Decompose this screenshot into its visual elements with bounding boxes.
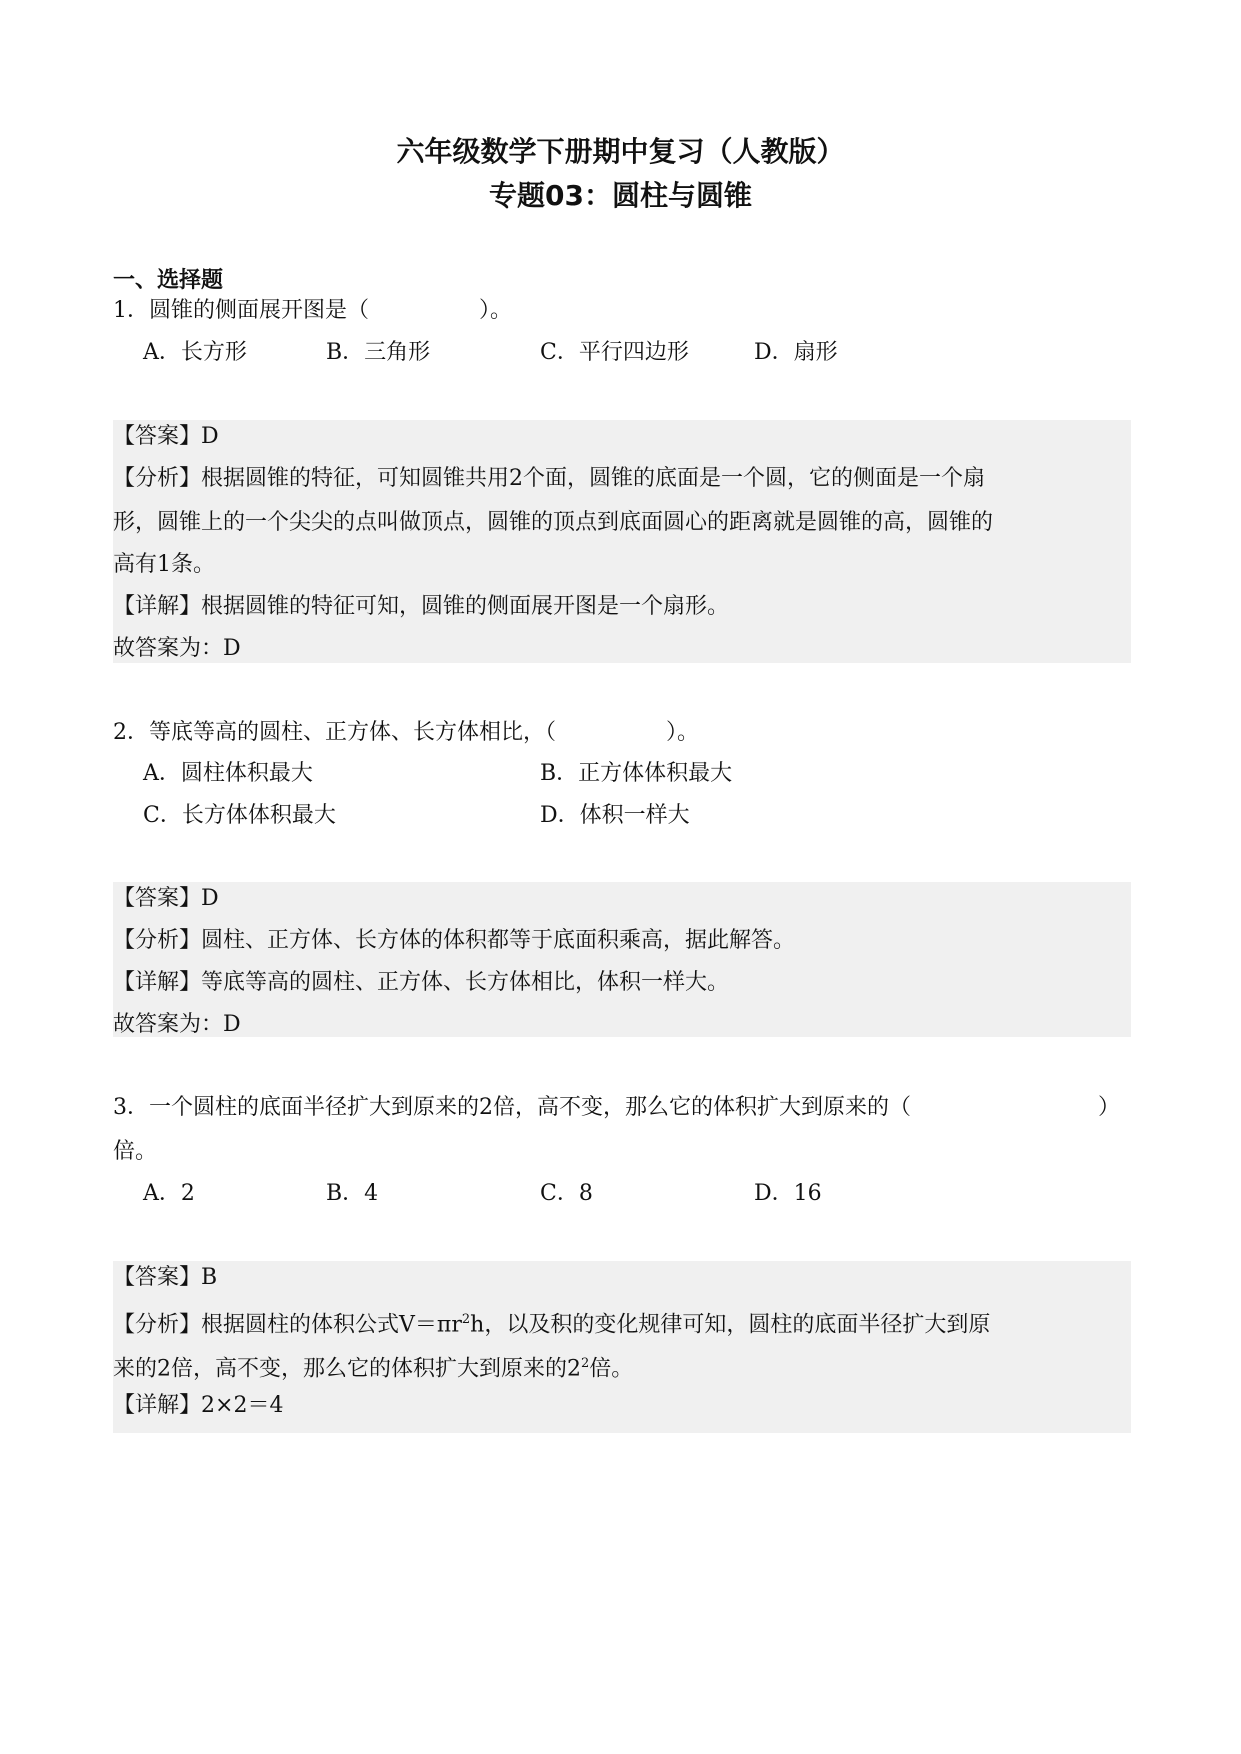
analysis-text: 来的2倍，高不变，那么它的体积扩大到原来的2 — [113, 1356, 581, 1382]
question-1-stem: 1．圆锥的侧面展开图是（ ）。 — [113, 298, 512, 323]
analysis-text: 圆柱、正方体、长方体的体积都等于底面积乘高，据此解答。 — [201, 928, 796, 953]
detail-line — [113, 592, 729, 622]
analysis-text: 根据圆柱的体积公式V＝πr — [201, 1312, 462, 1338]
answer-value: D — [201, 886, 219, 911]
question-1-option-a: A．长方形 — [143, 340, 247, 365]
analysis-label: 【分析】 — [113, 466, 202, 491]
question-2-option-b: B．正方体体积最大 — [540, 761, 733, 786]
question-2-option-c: C．长方体体积最大 — [143, 803, 336, 828]
detail-line — [113, 1391, 283, 1421]
analysis-text: 倍。 — [589, 1356, 634, 1382]
document-title: 六年级数学下册期中复习（人教版） — [396, 135, 845, 168]
analysis-text: 高有1条。 — [113, 552, 215, 577]
question-3-stem-cont: 倍。 — [113, 1139, 158, 1164]
analysis-text: 根据圆锥的特征，可知圆锥共用2个面，圆锥的底面是一个圆，它的侧面是一个扇 — [201, 466, 986, 491]
analysis-line — [113, 926, 795, 956]
question-3-stem: 3．一个圆柱的底面半径扩大到原来的2倍，高不变，那么它的体积扩大到原来的（ — [113, 1095, 911, 1120]
final-answer: 故答案为：D — [113, 1012, 241, 1037]
question-2-option-a: A．圆柱体积最大 — [143, 761, 313, 786]
question-2-stem: 2．等底等高的圆柱、正方体、长方体相比，（ ）。 — [113, 720, 699, 745]
question-1-option-d: D．扇形 — [754, 340, 838, 365]
question-3-option-a: A．2 — [143, 1181, 195, 1206]
question-2-answer-box — [113, 882, 1131, 1037]
detail-label: 【详解】 — [113, 594, 202, 619]
question-1-option-c: C．平行四边形 — [540, 340, 689, 365]
answer-line — [113, 422, 219, 452]
question-3-option-b: B．4 — [326, 1181, 379, 1206]
section-title: 一、选择题 — [113, 268, 224, 293]
analysis-text: h，以及积的变化规律可知，圆柱的底面半径扩大到原 — [470, 1312, 991, 1338]
analysis-line — [113, 1305, 990, 1340]
analysis-label: 【分析】 — [113, 1312, 202, 1338]
answer-value: D — [201, 424, 219, 449]
analysis-line — [113, 464, 985, 494]
answer-line — [113, 884, 219, 914]
answer-label: 【答案】 — [113, 1265, 202, 1290]
detail-label: 【详解】 — [113, 1393, 202, 1418]
question-1-option-b: B．三角形 — [326, 340, 431, 365]
exponent: 2 — [581, 1356, 590, 1371]
analysis-text: 形，圆锥上的一个尖尖的点叫做顶点，圆锥的顶点到底面圆心的距离就是圆锥的高，圆锥的 — [113, 510, 994, 535]
question-1-answer-box — [113, 420, 1131, 663]
detail-line — [113, 968, 729, 998]
exponent: 2 — [461, 1312, 471, 1327]
detail-text: 根据圆锥的特征可知，圆锥的侧面展开图是一个扇形。 — [201, 594, 730, 619]
detail-label: 【详解】 — [113, 970, 202, 995]
question-2-option-d: D．体积一样大 — [540, 803, 690, 828]
detail-text: 2×2＝4 — [201, 1393, 284, 1418]
answer-label: 【答案】 — [113, 424, 202, 449]
answer-label: 【答案】 — [113, 886, 202, 911]
question-3-paren-close: ） — [1098, 1095, 1121, 1120]
question-3-option-c: C．8 — [540, 1181, 593, 1206]
analysis-label: 【分析】 — [113, 928, 202, 953]
final-answer: 故答案为：D — [113, 636, 241, 661]
question-3-answer-box — [113, 1261, 1131, 1433]
answer-line — [113, 1263, 217, 1293]
analysis-line — [113, 1349, 633, 1384]
detail-text: 等底等高的圆柱、正方体、长方体相比，体积一样大。 — [201, 970, 730, 995]
question-3-option-d: D．16 — [754, 1181, 822, 1206]
document-subtitle: 专题03：圆柱与圆锥 — [489, 179, 752, 212]
answer-value: B — [201, 1265, 218, 1290]
